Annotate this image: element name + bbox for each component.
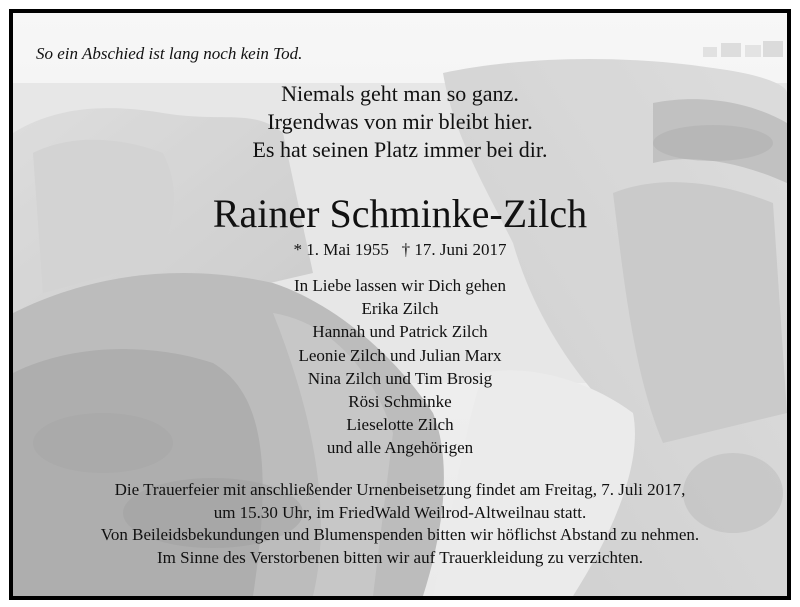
notice-line: um 15.30 Uhr, im FriedWald Weilrod-Altweilnau statt. [213, 502, 587, 522]
mourner-name: Erika Zilch [361, 299, 439, 319]
mourner-name: und alle Angehörigen [326, 438, 474, 458]
mourner-name: Lieselotte Zilch [346, 415, 454, 435]
mourner-name: Leonie Zilch und Julian Marx [298, 345, 502, 365]
funeral-notice [13, 479, 787, 569]
obituary-frame [9, 9, 791, 600]
poem-block [13, 80, 787, 164]
motto-line: So ein Abschied ist lang noch kein Tod. [36, 44, 303, 63]
mourners-intro: In Liebe lassen wir Dich gehen [294, 276, 506, 295]
mourner-name: Rösi Schminke [348, 392, 452, 412]
life-dates: * 1. Mai 1955 † 17. Juni 2017 [293, 240, 507, 259]
notice-line: Von Beileidsbekundungen und Blumenspenden bitten wir höflichst Abstand zu nehmen. [100, 525, 700, 544]
poem-line: Niemals geht man so ganz. [281, 81, 519, 106]
deceased-name: Rainer Schminke-Zilch [212, 191, 588, 236]
mourners-list [13, 274, 787, 460]
mourner-name: Hannah und Patrick Zilch [312, 322, 488, 342]
poem-line: Es hat seinen Platz immer bei dir. [252, 137, 548, 162]
mourner-name: Nina Zilch und Tim Brosig [307, 368, 493, 388]
notice-line: Die Trauerfeier mit anschließender Urnenbeisetzung findet am Freitag, 7. Juli 2017, [114, 480, 686, 499]
poem-line: Irgendwas von mir bleibt hier. [267, 109, 533, 134]
notice-line: Im Sinne des Verstorbenen bitten wir auf Trauerkleidung zu verzichten. [157, 547, 643, 567]
